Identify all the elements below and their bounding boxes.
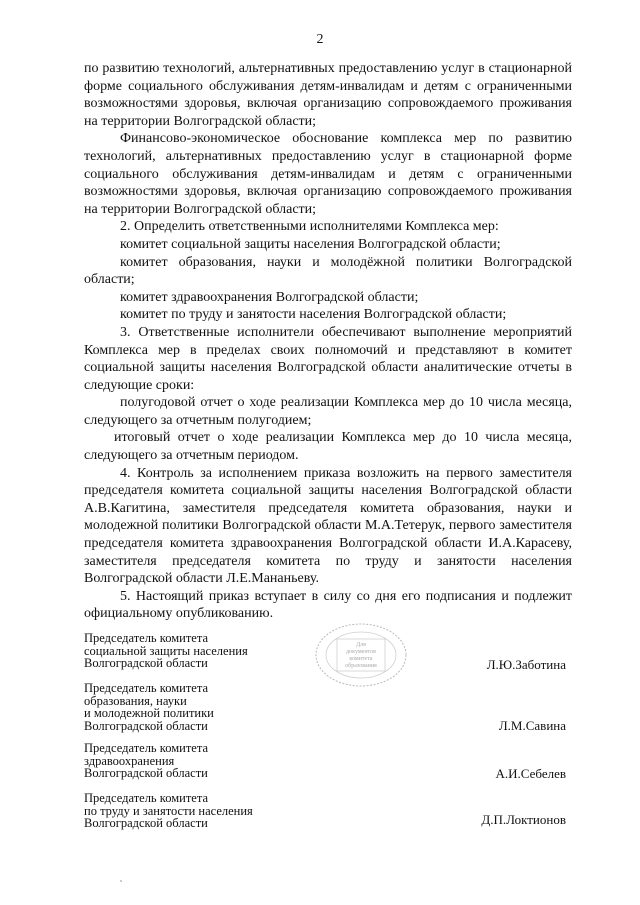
paragraph: комитет здравоохранения Волгоградской области; — [120, 289, 419, 305]
official-stamp — [313, 622, 409, 688]
paragraph: по развитию технологий, альтернативных предоставлению услуг в стационарной форме социального обслуживания детям-инвалидам и детям с ограниченными возможностями здоровья, включая организацию сопровождаемого проживания на территории Волгоградской области; — [84, 61, 572, 129]
scan-speck — [120, 880, 122, 882]
signature-title-line: образования, науки — [84, 693, 187, 708]
signature-title-line: Волгоградской области — [84, 816, 208, 830]
signatory-name: Д.П.Локтионов — [481, 812, 566, 827]
paragraph: 5. Настоящий приказ вступает в силу со дня его подписания и подлежит официальному опубликованию. — [84, 588, 572, 622]
signatory-name: А.И.Себелев — [495, 766, 566, 781]
signature-title-line: Председатель комитета — [84, 741, 208, 755]
signatory-name: Л.М.Савина — [498, 718, 566, 733]
signature-title-line: Председатель комитета — [84, 791, 208, 805]
signature-title-line: по труду и занятости населения — [84, 803, 253, 818]
signature-title-line: Волгоградской области — [84, 656, 208, 670]
page-number: 2 — [316, 32, 324, 47]
stamp-text-line: комитета — [349, 656, 373, 662]
signature-title-line: Председатель комитета — [84, 631, 208, 645]
stamp-text-line: Для — [356, 642, 366, 648]
signature-title-social-protection — [84, 632, 314, 670]
paragraph: Финансово-экономическое обоснование комплекса мер по развитию технологий, альтернативных предоставлению услуг в стационарной форме социального обслуживания детям-инвалидам и детям с ограниченными возможностями здоровья, включая организацию сопровождаемого проживания на территории Волгоградской области; — [84, 131, 572, 217]
signature-title-labour — [84, 792, 314, 830]
signature-title-line: Волгоградской области — [84, 766, 208, 780]
stamp-text-line: документов — [346, 649, 376, 655]
signature-title-line: и молодежной политики — [84, 706, 214, 720]
signatory-name: Л.Ю.Заботина — [486, 657, 566, 672]
paragraph: комитет по труду и занятости населения Волгоградской области; — [120, 307, 507, 323]
signature-title-line: Председатель комитета — [84, 681, 208, 695]
stamp-text-line: образования — [345, 663, 377, 669]
paragraph: итоговый отчет о ходе реализации Комплекса мер до 10 числа месяца, следующего за отчетным периодом. — [84, 430, 572, 464]
signature-title-line: здравоохранения — [84, 753, 175, 768]
signature-title-line: Волгоградской области — [84, 718, 208, 733]
signature-title-line: социальной защиты населения — [84, 643, 248, 658]
paragraph: комитет социальной защиты населения Волгоградской области; — [120, 236, 501, 252]
signature-title-healthcare — [84, 742, 314, 780]
document-body — [84, 60, 572, 623]
paragraph: 2. Определить ответственными исполнителями Комплекса мер: — [120, 219, 499, 235]
paragraph: комитет образования, науки и молодёжной политики Волгоградской области; — [84, 254, 572, 288]
signature-title-education — [84, 682, 314, 732]
paragraph: 4. Контроль за исполнением приказа возложить на первого заместителя председателя комитета социальной защиты населения Волгоградской области А.В.Кагитина, заместителя председателя комитета образования, науки и молодежной политики Волгоградской области М.А.Тетерук, первого заместителя председателя комитета здравоохранения Волгоградской области И.А.Карасеву, заместителя председателя комитета по труду и занятости населения Волгоградской области Л.Е.Мананьеву. — [84, 465, 572, 587]
paragraph: 3. Ответственные исполнители обеспечивают выполнение мероприятий Комплекса мер в пределах своих полномочий и представляют в комитет социальной защиты населения Волгоградской области аналитические отчеты в следующие сроки: — [84, 324, 572, 393]
paragraph: полугодовой отчет о ходе реализации Комплекса мер до 10 числа месяца, следующего за отчетным полугодием; — [84, 395, 572, 428]
